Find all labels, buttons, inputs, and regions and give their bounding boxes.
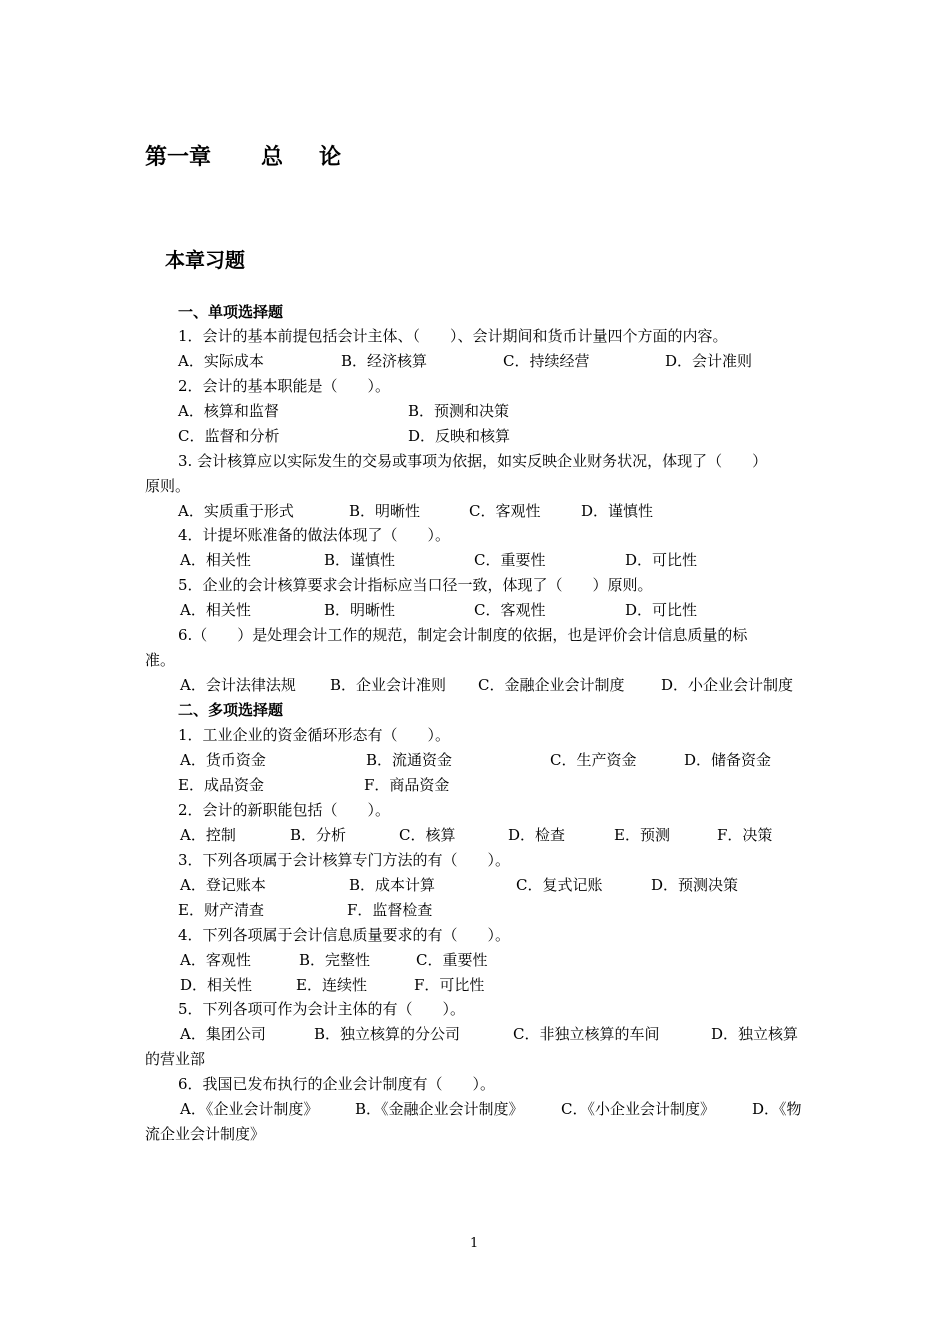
mc-q3-stem: 3．下列各项属于会计核算专门方法的有（ ）。 — [178, 851, 511, 869]
sc-q5-option-d: D．可比性 — [625, 601, 698, 619]
sc-q1-option-d: D．会计准则 — [665, 352, 753, 370]
sc-q3-stem-line2: 原则。 — [145, 477, 191, 495]
sc-q3-option-c: C．客观性 — [469, 502, 541, 520]
sc-q3-option-b: B．明晰性 — [349, 502, 421, 520]
section-title: 本章习题 — [165, 248, 245, 272]
mc-q2-option-c: C．核算 — [399, 826, 456, 844]
chapter-title-char-2: 论 — [319, 145, 342, 170]
sc-q5-option-b: B．明晰性 — [324, 601, 396, 619]
mc-q1-option-e: E．成品资金 — [178, 776, 264, 794]
mc-q1-stem: 1．工业企业的资金循环形态有（ ）。 — [178, 726, 451, 744]
mc-q4-option-d: D．相关性 — [180, 976, 253, 994]
mc-q6-option-wrap: 流企业会计制度》 — [145, 1125, 266, 1143]
sc-q2-option-a: A．核算和监督 — [178, 402, 279, 420]
sc-q1-option-c: C．持续经营 — [503, 352, 590, 370]
mc-q5-option-c: C．非独立核算的车间 — [513, 1025, 660, 1043]
sc-q5-option-c: C．客观性 — [474, 601, 546, 619]
mc-q1-option-f: F．商品资金 — [364, 776, 450, 794]
mc-q3-option-b: B．成本计算 — [349, 876, 436, 894]
sc-q4-option-a: A．相关性 — [180, 551, 251, 569]
mc-q2-option-e: E．预测 — [614, 826, 670, 844]
mc-q4-option-f: F．可比性 — [414, 976, 485, 994]
chapter-title-char-1: 总 — [261, 145, 284, 170]
mc-q2-option-d: D．检查 — [508, 826, 566, 844]
sc-q4-option-c: C．重要性 — [474, 551, 546, 569]
sc-q2-option-d: D．反映和核算 — [408, 427, 511, 445]
mc-q3-option-a: A．登记账本 — [180, 876, 266, 894]
mc-q4-option-e: E．连续性 — [296, 976, 367, 994]
mc-q2-stem: 2．会计的新职能包括（ ）。 — [178, 801, 391, 819]
mc-q4-option-a: A．客观性 — [180, 951, 251, 969]
sc-q5-stem: 5．企业的会计核算要求会计指标应当口径一致，体现了（ ）原则。 — [178, 576, 653, 594]
page-number: 1 — [470, 1236, 479, 1251]
sc-q4-stem: 4．计提坏账准备的做法体现了（ ）。 — [178, 526, 451, 544]
mc-q5-option-wrap: 的营业部 — [145, 1050, 206, 1068]
mc-q2-option-a: A．控制 — [180, 826, 236, 844]
mc-q1-option-b: B．流通资金 — [366, 751, 453, 769]
sc-q1-option-b: B．经济核算 — [341, 352, 428, 370]
sc-q6-option-a: A．会计法律法规 — [180, 676, 296, 694]
mc-q6-option-c: C．《小企业会计制度》 — [561, 1100, 715, 1118]
sc-q3-stem-line1: 3. 会计核算应以实际发生的交易或事项为依据，如实反映企业财务状况，体现了（ ） — [178, 452, 768, 470]
mc-q5-option-a: A．集团公司 — [180, 1025, 266, 1043]
chapter-number: 第一章 — [145, 145, 212, 170]
sc-q2-stem: 2．会计的基本职能是（ ）。 — [178, 377, 391, 395]
mc-q3-option-d: D．预测决策 — [651, 876, 739, 894]
mc-q2-option-b: B．分析 — [290, 826, 347, 844]
mc-q5-option-b: B．独立核算的分公司 — [314, 1025, 461, 1043]
chapter-title — [145, 140, 341, 171]
mc-q5-option-d: D．独立核算 — [711, 1025, 799, 1043]
sc-q4-option-d: D．可比性 — [625, 551, 698, 569]
mc-q1-option-c: C．生产资金 — [550, 751, 637, 769]
mc-q2-option-f: F．决策 — [717, 826, 773, 844]
mc-q1-option-d: D．储备资金 — [684, 751, 772, 769]
sc-q6-option-d: D．小企业会计制度 — [661, 676, 794, 694]
sc-q6-option-b: B．企业会计准则 — [330, 676, 447, 694]
mc-q6-option-d: D．《物 — [752, 1100, 802, 1118]
multi-choice-heading: 二、多项选择题 — [178, 701, 284, 719]
mc-q3-option-e: E．财产清查 — [178, 901, 264, 919]
sc-q6-option-c: C．金融企业会计制度 — [478, 676, 625, 694]
mc-q3-option-c: C．复式记账 — [516, 876, 603, 894]
sc-q4-option-b: B．谨慎性 — [324, 551, 396, 569]
sc-q2-option-b: B．预测和决策 — [408, 402, 510, 420]
mc-q3-option-f: F．监督检查 — [347, 901, 433, 919]
sc-q3-option-d: D．谨慎性 — [581, 502, 654, 520]
mc-q6-stem: 6．我国已发布执行的企业会计制度有（ ）。 — [178, 1075, 496, 1093]
single-choice-heading: 一、单项选择题 — [178, 303, 284, 321]
sc-q1-option-a: A．实际成本 — [178, 352, 264, 370]
sc-q2-option-c: C．监督和分析 — [178, 427, 280, 445]
sc-q5-option-a: A．相关性 — [180, 601, 251, 619]
mc-q1-option-a: A．货币资金 — [180, 751, 266, 769]
mc-q4-option-b: B．完整性 — [299, 951, 371, 969]
mc-q4-option-c: C．重要性 — [416, 951, 488, 969]
sc-q1-stem: 1．会计的基本前提包括会计主体、（ ）、会计期间和货币计量四个方面的内容。 — [178, 327, 728, 345]
sc-q6-stem-line2: 准。 — [145, 651, 176, 669]
sc-q6-stem-line1: 6.（ ）是处理会计工作的规范，制定会计制度的依据，也是评价会计信息质量的标 — [178, 626, 748, 644]
mc-q4-stem: 4．下列各项属于会计信息质量要求的有（ ）。 — [178, 926, 511, 944]
mc-q6-option-b: B．《金融企业会计制度》 — [355, 1100, 524, 1118]
mc-q5-stem: 5．下列各项可作为会计主体的有（ ）。 — [178, 1000, 466, 1018]
sc-q3-option-a: A．实质重于形式 — [178, 502, 294, 520]
mc-q6-option-a: A．《企业会计制度》 — [180, 1100, 319, 1118]
